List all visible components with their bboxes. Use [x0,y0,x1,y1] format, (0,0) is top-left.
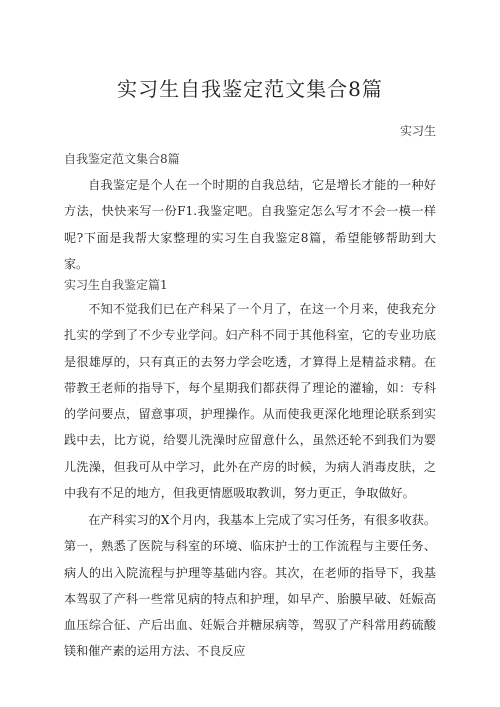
body-paragraph-2: 在产科实习的X个月内，我基本上完成了实习任务，有很多收获。第一，熟悉了医院与科室的环境、临床护士的工作流程与主要任务、病人的出入院流程与护理等基础内容。其次，在老师的指导下，我基本驾驭了产科一些常见病的特点和护理，如早产、胎膜早破、妊娠高血压综合征、产后出血、妊娠合并糖尿病等，驾驭了产科常用药硫酸镁和催产素的运用方法、不良反应 [64,513,436,659]
intro-paragraph: 自我鉴定是个人在一个时期的自我总结，它是增长才能的一种好方法，快快来写一份F1.我鉴定吧。自我鉴定怎么写才不会一模一样呢?下面是我帮大家整理的实习生自我鉴定8篇，希望能够帮助到大家。 [64,178,436,271]
document-subtitle: 自我鉴定范文集合8篇 [64,152,180,166]
document-title: 实习生自我鉴定范文集合8篇 [117,77,383,101]
document-author: 实习生 [399,124,436,138]
body-paragraph-1: 不知不觉我们已在产科呆了一个月了，在这一个月来，使我充分扎实的学到了不少专业学问。妇产科不同于其他科室，它的专业功底是很雄厚的，只有真正的去努力学会吃透，才算得上是精益求精。在带教王老师的指导下，每个星期我们都获得了理论的灌输，如：专科的学问要点，留意事项，护理操作。从而使我更深化地理论联系到实践中去，比方说，给婴儿洗澡时应留意什么，虽然还轮不到我们为婴儿洗澡，但我可从中学习，此外在产房的时候，为病人消毒皮肤，之中我有不足的地方，但我更情愿吸取教训，努力更正，争取做好。 [64,302,436,501]
section-heading: 实习生自我鉴定篇1 [64,278,168,292]
